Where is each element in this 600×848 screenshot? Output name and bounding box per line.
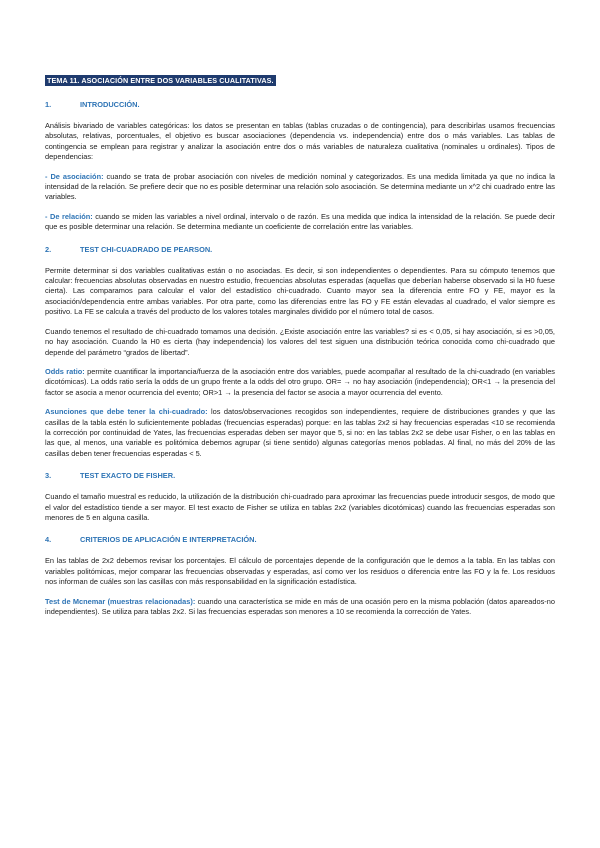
section-number: 2.: [45, 244, 52, 254]
paragraph-lead: Odds ratio:: [45, 366, 85, 376]
paragraph: En las tablas de 2x2 debemos revisar los porcentajes. El cálculo de porcentajes depende de la configuración que le demos a la tabla. En las tablas con variables politómicas, mejor comparar las frecuencias observadas y esperadas, así como ver los residuos o diferencia entre las FO y la fe. Los residuos nos informan de cuáles son las casillas con más responsabilidad en la significación estadística.: [45, 556, 555, 587]
section-title: CRITERIOS DE APLICACIÓN E INTERPRETACIÓN.: [80, 535, 257, 545]
paragraph-lead: Test de Mcnemar (muestras relacionadas):: [45, 596, 196, 606]
section-number: 4.: [45, 535, 52, 545]
paragraph-text: cuando una característica se mide en más de una ocasión pero en la misma población (datos apareados-no independientes). Se utiliza para tablas 2x2. Si las frecuencias esperadas son menores a 10 se recomienda la corrección de Yates.: [45, 596, 555, 616]
paragraph-text: los datos/observaciones recogidos son independientes, requiere de distribuciones grandes y que las casillas de la tabla estén lo suficientemente pobladas (frecuencias esperadas) porque: en las tablas 2x2 si hay frecuencias esperadas <10 se recomienda la corrección por continuidad de Yates, las frecuencias esperadas deben ser mayor que 5, si no: en las tablas 2x2 se debe usar Fisher, o en las tablas en las que, al menos, una variable es politómica debemos agrupar (si tiene sentido) algunas categorías menos pobladas. Al final, no más del 20% de las casillas deben tener frecuencias esperadas < 5.: [45, 407, 555, 458]
section-number: 3.: [45, 471, 52, 481]
section-title: INTRODUCCIÓN.: [80, 100, 140, 109]
paragraph-lead: - De asociación:: [45, 171, 104, 181]
section-heading-criterios: [45, 535, 555, 544]
paragraph: [45, 597, 555, 618]
paragraph: Permite determinar si dos variables cualitativas están o no asociadas. Es decir, si son independientes o dependientes. Para su cómputo tenemos que calcular: frecuencias absolutas observadas en nuestro estudio, frecuencias absolutas esperadas (aquellas que deberían haberse observado si la H0 fuese cierta). Las comparamos para calcular el valor del estadístico chi-cuadrado. Cuanto mayor sea la diferencia entre FO y FE, mayor es la asociación/dependencia entre ambas variables. Por otra parte, como las diferencias entre las FO y FE están elevadas al cuadrado, el valor siempre es positivo. La FE se calcula a través del producto de los valores totales marginales dividido por el número total de casos.: [45, 265, 555, 317]
paragraph: Análisis bivariado de variables categóricas: los datos se presentan en tablas (tablas cruzadas o de contingencia), para describirlas usamos frecuencias absolutas, relativas, porcentuales, el objetivo es buscar asociaciones (dependencia vs. independencia) entre dos o más variables. Las tablas de contingencia se emplean para registrar y analizar la asociación entre dos o más variables de naturaleza cualitativa (nominales u ordinales). Tipos de dependencias:: [45, 121, 555, 162]
section-title: TEST EXACTO DE FISHER.: [80, 471, 176, 481]
page-title: TEMA 11. ASOCIACIÓN ENTRE DOS VARIABLES CUALITATIVAS.: [47, 76, 274, 85]
paragraph-lead: - De relación:: [45, 211, 93, 221]
paragraph: Cuando tenemos el resultado de chi-cuadrado tomamos una decisión. ¿Existe asociación entre las variables? si es < 0,05, si hay asociación, si es >0,05, no hay asociación. Cuando la H0 es cierta (hay independencia) los valores del test siguen una distribución teórica conocida como chi-cuadrado que depende del parámetro “grados de libertad”.: [45, 326, 555, 357]
section-title: TEST CHI-CUADRADO DE PEARSON.: [80, 244, 213, 254]
paragraph-text: cuando se miden las variables a nivel ordinal, intervalo o de razón. Es una medida que indica la intensidad de la relación. Se puede decir que es posible determinar una relación. Se determina mediante un coeficiente de correlación entre las variables.: [45, 211, 555, 232]
paragraph-lead: Asunciones que debe tener la chi-cuadrado:: [45, 407, 208, 417]
paragraph: [45, 367, 555, 398]
paragraph: [45, 172, 555, 203]
paragraph-text: permite cuantificar la importancia/fuerza de la asociación entre dos variables, puede acompañar al resultado de la chi-cuadrado (en variables dicotómicas). La odds ratio sería la odds de un grupo frente a la odds del otro grupo. OR= → no hay asociación (independencia); OR<1 → la presencia del factor se asocia a menor ocurrencia del evento; OR>1 → la presencia del factor se asocia a mayor ocurrencia del evento.: [45, 366, 555, 397]
section-heading-fisher: [45, 471, 555, 480]
section-heading-chi-cuadrado: [45, 245, 555, 254]
section-heading-introduccion: [45, 100, 555, 109]
paragraph: [45, 212, 555, 233]
paragraph: Cuando el tamaño muestral es reducido, la utilización de la distribución chi-cuadrado para aproximar las frecuencias puede introducir sesgos, de modo que el valor del estadístico tiende a ser mayor. El test exacto de Fisher se utiliza en tablas 2x2 (variables dicotómicas) cuando las frecuencias esperadas son menores de 5 en alguna casilla.: [45, 492, 555, 522]
paragraph-text: cuando se trata de probar asociación con niveles de medición nominal y categorizados. Es una medida limitada ya que no indica la intensidad de la relación. Se prefiere decir que no es posible determinar una relación solo asociación. Se determina mediante un x^2 chi cuadrado entre las variables.: [45, 171, 555, 202]
section-number: 1.: [45, 100, 52, 109]
paragraph: [45, 407, 555, 459]
